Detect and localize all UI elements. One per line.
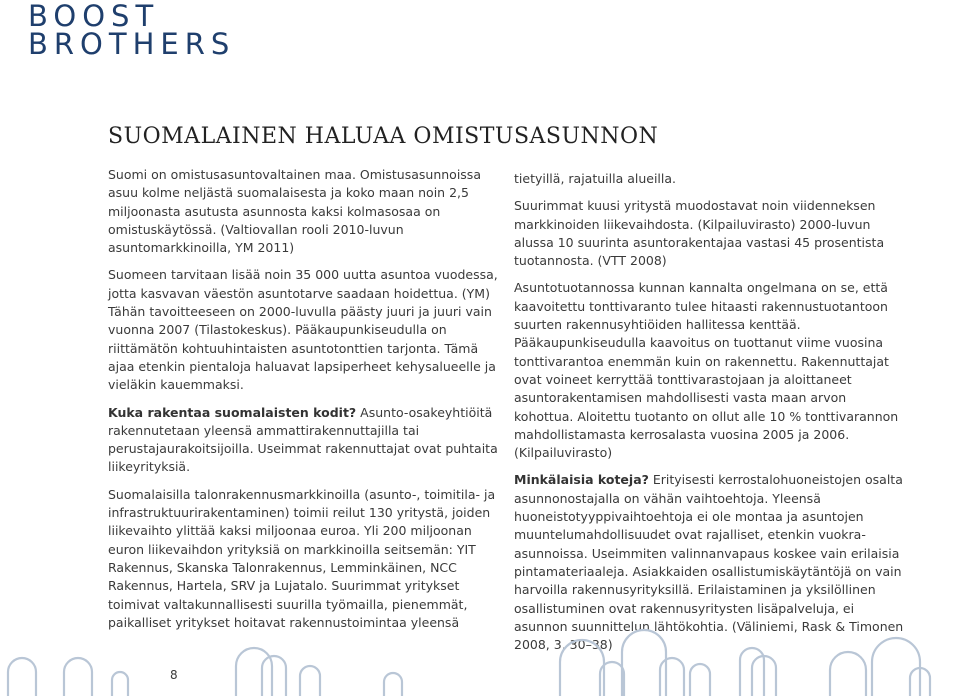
paragraph: Suomeen tarvitaan lisää noin 35 000 uutta asuntoa vuodessa, jotta kasvavan väestön asuntotarve saadaan hoidettua. (YM) Tähän tavoitteeseen on 2000-luvulla päästy juuri ja juuri vain vuonna 2007 (Tilastokeskus). Pääkaupunkiseudulla on riittämätön kohtuuhintaisten asuntotonttien tarjonta. Tämä ajaa etenkin pientaloja haluavat lapsiperheet kehysalueelle ja vieläkin kauemmaksi. <box>108 267 498 393</box>
paragraph: Suomalaisilla talonrakennusmarkkinoilla (asunto-, toimitila- ja infrastruktuurirakentaminen) toimii reilut 130 yritystä, joiden liikevaihto ylittää kaksi miljoonaa euroa. Yli 200 miljoonan euron liikevaihdon yrityksiä on markkinoilla seitsemän: YIT Rakennus, Skanska Talonrakennus, Lemminkäinen, NCC Rakennus, Hartela, SRV ja Lujatalo. Suurimmat yritykset toimivat valtakunnallisesti suurilla työmailla, pienemmät, paikalliset yritykset hoitavat rakennustoimintaa yleensä <box>108 486 496 630</box>
paragraph-heading: Kuka rakentaa suomalaisten kodit? <box>108 404 357 420</box>
logo-line-1: BOOST <box>28 0 160 33</box>
paragraph-heading: Minkälaisia koteja? <box>514 472 649 488</box>
paragraph: Suurimmat kuusi yritystä muodostavat noin viidenneksen markkinoiden liikevaihdosta. (Kilpailuvirasto) 2000-luvun alussa 10 suurinta asuntorakentajaa vastasi 45 prosentista tuotannosta. (VTT 2008) <box>514 198 885 269</box>
paragraph: Suomi on omistusasuntovaltainen maa. Omistusasunnoissa asuu kolme neljästä suomalaisesta ja koko maan noin 2,5 miljoonasta asutusta asunnosta kaksi kolmasosaa on omistuskäytössä. (Valtiovallan rooli 2010-luvun asuntomarkkinoilla, YM 2011) <box>108 167 481 256</box>
page-title: SUOMALAINEN HALUAA OMISTUSASUNNON <box>108 124 659 149</box>
paragraph: tietyillä, rajatuilla alueilla. <box>514 171 676 186</box>
logo-line-2: BROTHERS <box>28 27 236 61</box>
paragraph: Asuntotuotannossa kunnan kannalta ongelmana on se, että kaavoitettu tonttivaranto tulee hitaasti rakennustuotantoon suurten rakennusyhtiöiden hallitessa kenttää. Pääkaupunkiseudulla kaavoitus on tuottanut viime vuosina tonttivarantoa enemmän kuin on rakennettu. Rakennuttajat ovat voineet kerryttää tonttivarastojaan ja aloittaneet asuntorakentamisen mahdollisesti vasta maan arvon kohottua. Aloitettu tuotanto on ollut alle 10 % tonttivarannon mahdollistamasta kerrosalasta vuosina 2005 ja 2006. (Kilpailuvirasto) <box>514 280 899 461</box>
paragraph-text: Erityisesti kerrostalohuoneistojen osalta asunnonostajalla on vähän vaihtoehtoja. Yleensä huoneistotyyppivaihtoehtoja ei ole montaa ja asuntojen muuntelumahdollisuudet ovat rajalliset, etenkin vuokra-asunnoissa. Useimmiten valinnanvapaus koskee vain erilaisia pintamateriaaleja. Asiakkaiden osallistumiskäytäntöjä on vain harvoilla rakennusyrityksillä. Erilaistaminen ja yksilöllinen osallistuminen ovat rakennusyritysten lisäpalveluja, ei asunnon suunnittelun lähtökohtia. (Väliniemi, Rask & Timonen 2008, 3, 30–38) <box>514 472 904 653</box>
brand-logo <box>28 0 236 61</box>
page-number: 8 <box>170 668 178 682</box>
left-column <box>108 166 500 641</box>
paragraph-text: Asunto-osakeyhtiöitä rakennutetaan yleensä ammattirakennuttajilla tai perustajaurakoitsijoilla. Useimmat rakennuttajat ovat puhtaita liikeyrityksiä. <box>108 404 498 475</box>
paragraph <box>108 404 500 477</box>
decorative-arch-pattern <box>0 624 959 696</box>
right-column <box>514 170 904 663</box>
